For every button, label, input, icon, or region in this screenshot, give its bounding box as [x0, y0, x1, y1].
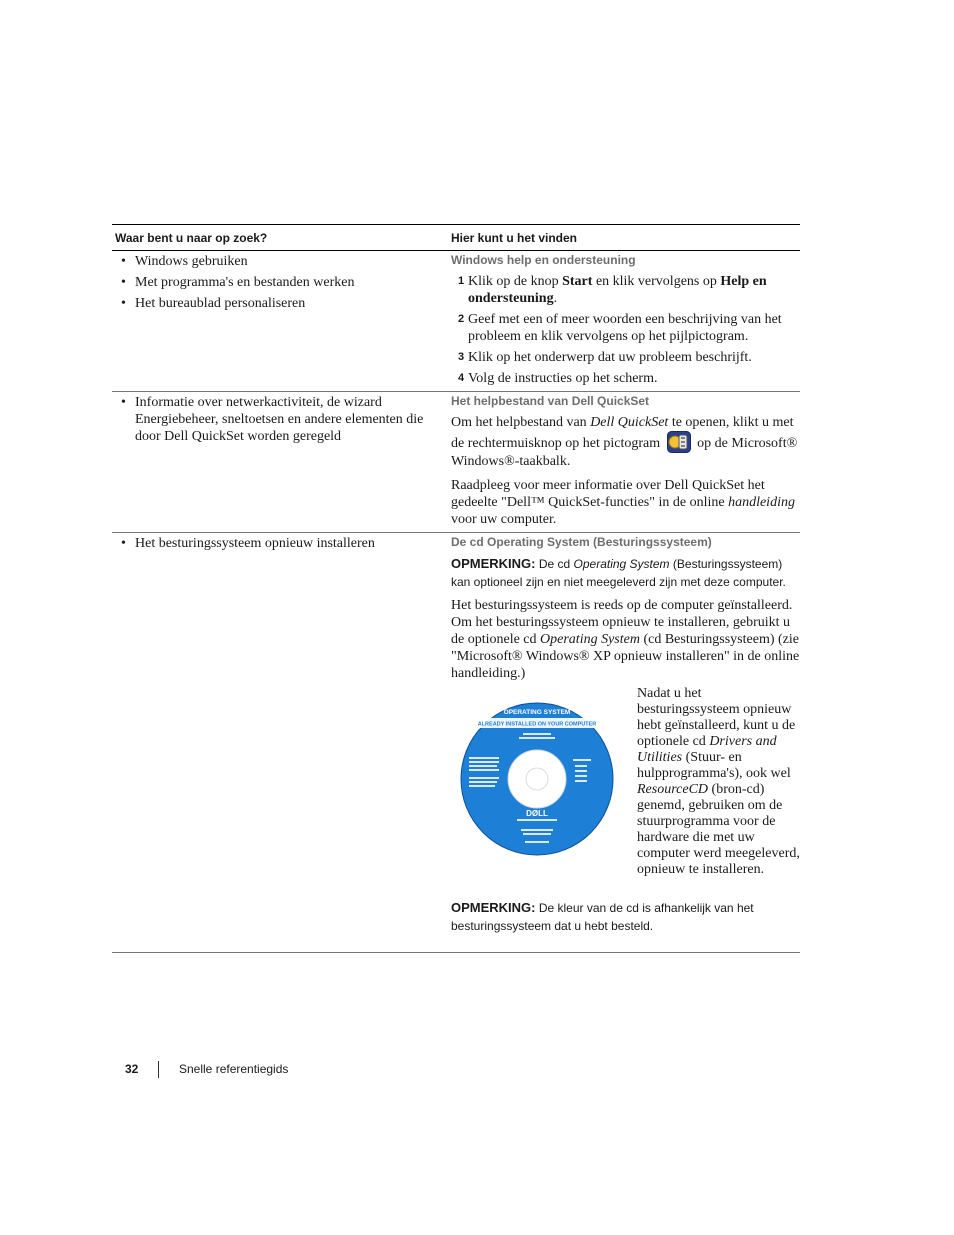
step-item: 2 Geef met een of meer woorden een beschrijving van het probleem en klik vervolgens op het pijlpictogram. [458, 312, 782, 344]
footer-title: Snelle referentiegids [179, 1062, 289, 1076]
cd-description: Nadat u het besturingssysteem opnieuw hebt geïnstalleerd, kunt u de optionele cd Drivers and Utilities (Stuur- en hulpprogramma's), ook wel ResourceCD (bron-cd) genemd, gebruiken om de stuurprogramma voor de hardware die met uw computer werd meegeleverd, opnieuw te installeren. [637, 686, 800, 877]
bullet-list [115, 394, 451, 445]
paragraph: Om het helpbestand van Dell QuickSet te openen, klikt u met de rechtermuisknop op het pictogram op de Microsoft® Windows®-taakbalk. [451, 415, 798, 469]
col1-header: Waar bent u naar op zoek? [115, 230, 268, 245]
step-number: 3 [458, 351, 465, 363]
paragraph: Het besturingssysteem is reeds op de computer geïnstalleerd. Om het besturingssysteem opnieuw te installeren, gebruikt u de optionele cd Operating System (cd Besturingssysteem) (zie "Microsoft® Windows® XP opnieuw installeren" in de online handleiding.) [451, 598, 800, 681]
steps-list [451, 273, 800, 387]
note-label: OPMERKING: [451, 900, 536, 915]
cd-label-banner: ALREADY INSTALLED ON YOUR COMPUTER [477, 721, 597, 728]
table-row [112, 392, 800, 533]
step-number: 2 [458, 313, 465, 325]
section-title: Het helpbestand van Dell QuickSet [451, 394, 650, 408]
table-row [112, 533, 800, 953]
list-item: • Windows gebruiken [121, 253, 451, 270]
list-item: • Met programma's en bestanden werken [121, 274, 451, 291]
note-label: OPMERKING: [451, 556, 536, 571]
cd-dell-logo: DØLL [526, 809, 548, 818]
step-item: 3 Klik op het onderwerp dat uw probleem beschrijft. [458, 350, 752, 365]
table-row [112, 251, 800, 392]
footer-divider [158, 1061, 159, 1078]
bullet-list [115, 535, 451, 552]
paragraph: Raadpleeg voor meer informatie over Dell QuickSet het gedeelte "Dell™ QuickSet-functies" in de online handleiding voor uw computer. [451, 478, 795, 527]
list-item: • Het besturingssysteem opnieuw installeren [121, 535, 451, 552]
step-item: 1 Klik op de knop Start en klik vervolgens op Help en ondersteuning. [458, 274, 767, 306]
cd-image [451, 689, 637, 897]
list-item: • Het bureaublad personaliseren [121, 295, 451, 312]
section-title: Windows help en ondersteuning [451, 253, 636, 267]
cd-label-top: OPERATING SYSTEM [503, 709, 571, 716]
page-number: 32 [125, 1062, 139, 1076]
step-number: 4 [458, 372, 465, 384]
step-item: 4 Volg de instructies op het scherm. [458, 371, 658, 386]
bullet-list [115, 253, 451, 312]
note: OPMERKING: De cd Operating System (Besturingssysteem) kan optioneel zijn en niet meegeleverd zijn met deze computer. [451, 556, 786, 589]
section-title: De cd Operating System (Besturingssysteem) [451, 535, 712, 549]
list-item: • Informatie over netwerkactiviteit, de wizard Energiebeheer, sneltoetsen en andere elementen die door Dell QuickSet worden geregeld [121, 394, 451, 445]
quickset-icon [667, 431, 691, 453]
note: OPMERKING: De kleur van de cd is afhankelijk van het besturingssysteem dat u hebt besteld. [451, 900, 754, 933]
table-header [112, 224, 800, 251]
step-number: 1 [458, 275, 465, 287]
col2-header: Hier kunt u het vinden [451, 230, 578, 245]
info-table [112, 224, 800, 953]
